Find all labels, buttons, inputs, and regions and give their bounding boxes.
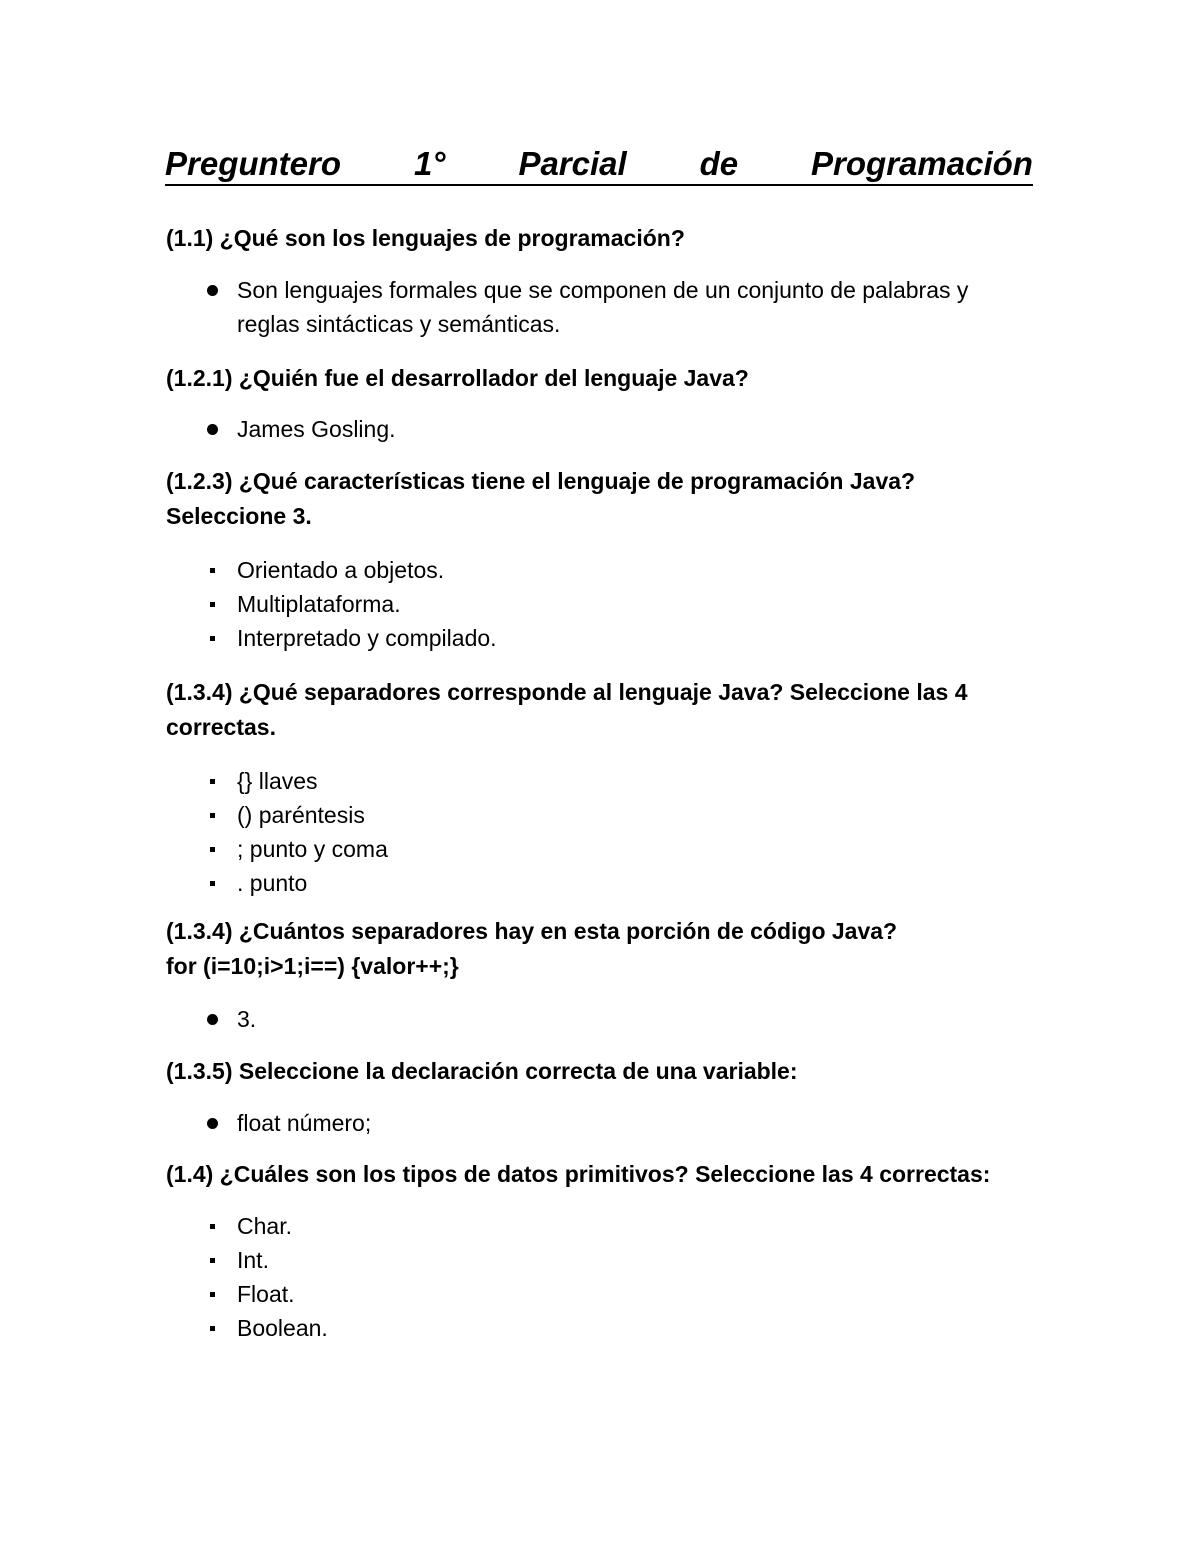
question-block	[166, 361, 1036, 396]
bullet-square-icon	[202, 621, 222, 655]
title-word: Programación	[811, 145, 1033, 182]
bullet-dot-icon	[202, 1002, 222, 1036]
bullet-square-icon	[202, 832, 222, 866]
answer-item	[166, 1277, 1036, 1311]
question-text: (1.1) ¿Qué son los lenguajes de programación?	[166, 225, 685, 251]
bullet-square-icon	[202, 553, 222, 587]
answer-item	[166, 587, 1036, 621]
answer-list	[166, 1106, 1036, 1140]
answer-text: Multiplataforma.	[237, 591, 401, 617]
bullet-square-icon	[202, 587, 222, 621]
answer-item	[166, 832, 1036, 866]
answer-text: Float.	[237, 1281, 295, 1307]
answer-item	[166, 1311, 1036, 1345]
answer-text: Interpretado y compilado.	[237, 625, 497, 651]
answer-text: 3.	[237, 1006, 257, 1032]
question-block	[166, 675, 1036, 745]
bullet-square-icon	[202, 866, 222, 900]
answer-item	[166, 1106, 1036, 1140]
answer-list	[166, 273, 1036, 341]
question-block	[166, 221, 1036, 256]
answer-item	[166, 621, 1036, 655]
question-text: (1.2.3) ¿Qué características tiene el lenguaje de programación Java?	[166, 468, 916, 494]
answer-list	[166, 764, 1036, 900]
answer-item	[166, 866, 1036, 900]
question-block	[166, 1157, 1036, 1192]
bullet-square-icon	[202, 1209, 222, 1243]
answer-text: Son lenguajes formales que se componen de un conjunto de palabras y reglas sintácticas y semánticas.	[237, 277, 969, 337]
answer-item	[166, 1002, 1036, 1036]
answer-text: Orientado a objetos.	[237, 557, 445, 583]
answer-list	[166, 1209, 1036, 1345]
answer-text: {} llaves	[237, 768, 318, 794]
answer-item	[166, 553, 1036, 587]
title-word: Preguntero	[165, 145, 342, 182]
bullet-square-icon	[202, 1243, 222, 1277]
bullet-dot-icon	[202, 273, 222, 307]
bullet-square-icon	[202, 1277, 222, 1311]
question-block	[166, 914, 1036, 984]
answer-text: . punto	[237, 870, 308, 896]
title-word: Parcial	[518, 145, 627, 182]
answer-item	[166, 273, 1036, 341]
bullet-square-icon	[202, 764, 222, 798]
question-block	[166, 1054, 1036, 1089]
page-title	[165, 140, 1033, 186]
answer-text: Char.	[237, 1213, 292, 1239]
answer-text: James Gosling.	[237, 416, 396, 442]
bullet-dot-icon	[202, 412, 222, 446]
answer-item	[166, 1209, 1036, 1243]
answer-item	[166, 412, 1036, 446]
question-text: (1.3.4) ¿Qué separadores corresponde al lenguaje Java? Seleccione las 4	[166, 679, 968, 705]
answer-text: ; punto y coma	[237, 836, 388, 862]
answer-list	[166, 1002, 1036, 1036]
question-text: (1.3.5) Seleccione la declaración correcta de una variable:	[166, 1058, 798, 1084]
bullet-dot-icon	[202, 1106, 222, 1140]
title-word: de	[699, 145, 739, 182]
answer-text: Int.	[237, 1247, 269, 1273]
answer-text: Boolean.	[237, 1315, 328, 1341]
question-block	[166, 464, 1036, 534]
question-text: (1.2.1) ¿Quién fue el desarrollador del lenguaje Java?	[166, 365, 749, 391]
answer-item	[166, 764, 1036, 798]
answer-item	[166, 1243, 1036, 1277]
question-text: (1.3.4) ¿Cuántos separadores hay en esta porción de código Java?	[166, 918, 898, 944]
title-word: 1°	[413, 145, 446, 182]
answer-list	[166, 553, 1036, 655]
answer-list	[166, 412, 1036, 446]
question-code-line: for (i=10;i>1;i==) {valor++;}	[166, 953, 459, 979]
bullet-square-icon	[202, 798, 222, 832]
question-text-line2: correctas.	[166, 714, 276, 740]
bullet-square-icon	[202, 1311, 222, 1345]
answer-item	[166, 798, 1036, 832]
answer-text: () paréntesis	[237, 802, 365, 828]
question-text-line2: Seleccione 3.	[166, 503, 312, 529]
question-text: (1.4) ¿Cuáles son los tipos de datos primitivos? Seleccione las 4 correctas:	[166, 1161, 991, 1187]
answer-text: float número;	[237, 1110, 372, 1136]
